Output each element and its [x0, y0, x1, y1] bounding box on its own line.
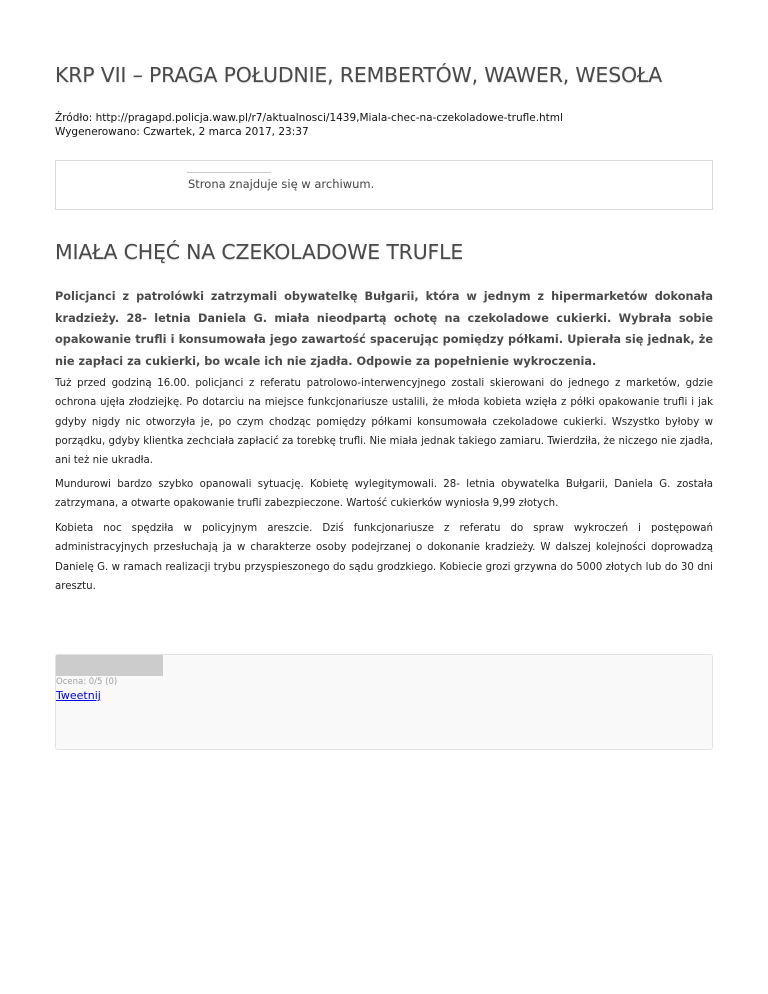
rating-box	[55, 654, 713, 750]
site-title: KRP VII – PRAGA POŁUDNIE, REMBERTÓW, WAWER, WESOŁA	[55, 63, 663, 87]
rating-text: Ocena: 0/5 (0)	[56, 677, 118, 687]
source-url: Źródło: http://pragapd.policja.waw.pl/r7/aktualnosci/1439,Miala-chec-na-czekoladowe-trufle.html	[55, 112, 563, 124]
rating-stars[interactable]	[56, 655, 163, 676]
article-paragraph-3: Kobieta noc spędziła w policyjnym areszcie. Dziś funkcjonariusze z referatu do spraw wykroczeń i postępowań administracyjnych przesłuchają ja w charakterze osoby podejrzanej o dokonanie kradzieży. W dalszej kolejności doprowadzą Danielę G. w ramach realizacji trybu przyspieszonego do sądu grodzkiego. Kobiecie grozi grzywna do 5000 złotych lub do 30 dni aresztu.	[55, 523, 713, 592]
article-lead: Policjanci z patrolówki zatrzymali obywatelkę Bułgarii, która w jednym z hipermarketów dokonała kradzieży. 28- letnia Daniela G. miała nieodpartą ochotę na czekoladowe cukierki. Wybrała sobie opakowanie trufli i konsumowała jego zawartość spacerując pomiędzy półkami. Upierała się jednak, że nie zapłaci za cukierki, bo wcale ich nie zjadła. Odpowie za popełnienie wykroczenia.	[55, 290, 713, 368]
article-title: MIAŁA CHĘĆ NA CZEKOLADOWE TRUFLE	[55, 240, 464, 264]
archive-divider	[187, 172, 271, 173]
tweet-link[interactable]: Tweetnij	[56, 689, 101, 702]
archive-text: Strona znajduje się w archiwum.	[188, 177, 375, 191]
generated-date: Wygenerowano: Czwartek, 2 marca 2017, 23:37	[55, 126, 309, 138]
archive-notice	[55, 160, 713, 210]
article-paragraph-1: Tuż przed godziną 16.00. policjanci z referatu patrolowo-interwencyjnego zostali skierowani do jednego z marketów, gdzie ochrona ujęła złodziejkę. Po dotarciu na miejsce funkcjonariusze ustalili, że młoda kobieta wzięła z półki opakowanie trufli i jak gdyby nigdy nic otworzyła je, po czym chodząc pomiędzy półkami konsumowała czekoladowe cukierki. Wszystko byłoby w porządku, gdyby klientka zechciała zapłacić za torebkę trufli. Nie miała jednak takiego zamiaru. Twierdziła, że niczego nie zjadła, ani też nie ukradła.	[55, 378, 713, 467]
article-paragraph-2: Mundurowi bardzo szybko opanowali sytuację. Kobietę wylegitymowali. 28- letnia obywatelka Bułgarii, Daniela G. została zatrzymana, a otwarte opakowanie trufli zabezpieczone. Wartość cukierków wyniosła 9,99 złotych.	[55, 479, 713, 510]
meta-info	[55, 111, 563, 139]
